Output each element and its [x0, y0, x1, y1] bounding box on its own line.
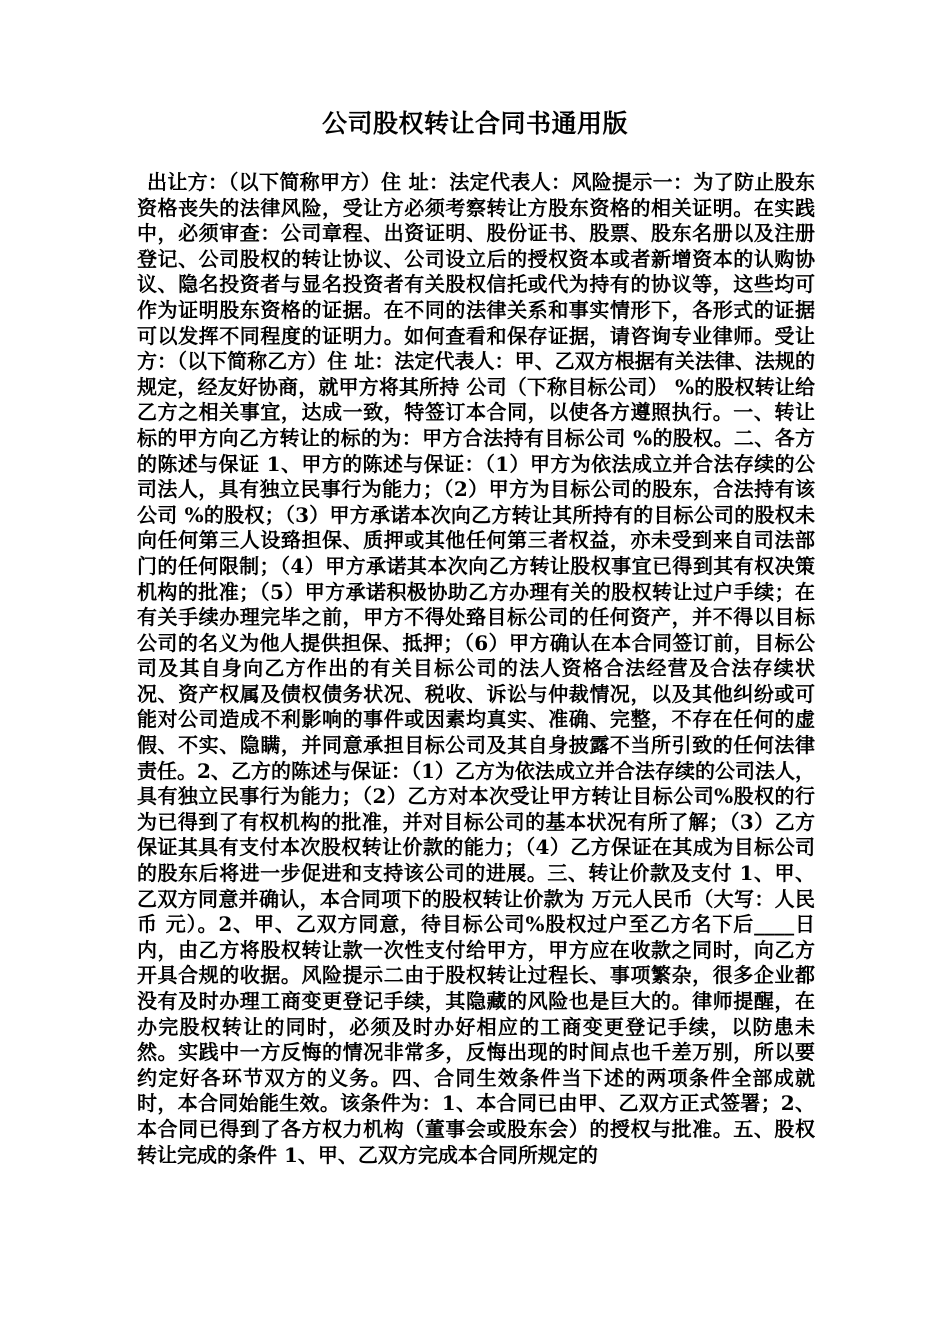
document-body-text: 出让方：（以下简称甲方）住 址：法定代表人：风险提示一：为了防止股东资格丧失的法律风险，受让方必须考察转让方股东资格的相关证明。在实践中，必须审查：公司章程、出资证明、股份证书、股票、股东名册以及注册登记、公司股权的转让协议、公司设立后的授权资本或者新增资本的认购协议、隐名投资者与显名投资者有关股权信托或代为持有的协议等，这些均可作为证明股东资格的证据。在不同的法律关系和事实情形下，各形式的证据可以发挥不同程度的证明力。如何查看和保存证据，请咨询专业律师。受让方：（以下简称乙方）住 址：法定代表人：甲、乙双方根据有关法律、法规的规定，经友好协商，就甲方将其所持 公司（下称目标公司） %的股权转让给乙方之相关事宜，达成一致，特签订本合同，以使各方遵照执行。一、转让标的甲方向乙方转让的标的为：甲方合法持有目标公司 %的股权。二、各方的陈述与保证 1、甲方的陈述与保证：（1）甲方为依法成立并合法存续的公司法人，具有独立民事行为能力；（2）甲方为目标公司的股东，合法持有该公司 %的股权；（3）甲方承诺本次向乙方转让其所持有的目标公司的股权未向任何第三人设臵担保、质押或其他任何第三者权益，亦未受到来自司法部门的任何限制；（4）甲方承诺其本次向乙方转让股权事宜已得到其有权决策机构的批准；（5）甲方承诺积极协助乙方办理有关的股权转让过户手续；在有关手续办理完毕之前，甲方不得处臵目标公司的任何资产，并不得以目标公司的名义为他人提供担保、抵押；（6）甲方确认在本合同签订前，目标公司及其自身向乙方作出的有关目标公司的法人资格合法经营及合法存续状况、资产权属及债权债务状况、税收、诉讼与仲裁情况，以及其他纠纷或可能对公司造成不利影响的事件或因素均真实、准确、完整，不存在任何的虚假、不实、隐瞒，并同意承担目标公司及其自身披露不当所引致的任何法律责任。2、乙方的陈述与保证：（1）乙方为依法成立并合法存续的公司法人，具有独立民事行为能力；（2）乙方对本次受让甲方转让目标公司%股权的行为已得到了有权机构的批准，并对目标公司的基本状况有所了解；（3）乙方保证其具有支付本次股权转让价款的能力；（4）乙方保证在其成为目标公司的股东后将进一步促进和支持该公司的进展。三、转让价款及支付 1、甲、乙双方同意并确认，本合同项下的股权转让价款为 万元人民币（大写：人民币 元）。2、甲、乙双方同意，待目标公司%股权过户至乙方名下后____日内，由乙方将股权转让款一次性支付给甲方，甲方应在收款之同时，向乙方开具合规的收据。风险提示二由于股权转让过程长、事项繁杂，很多企业都没有及时办理工商变更登记手续，其隐藏的风险也是巨大的。律师提醒，在办完股权转让的同时，必须及时办好相应的工商变更登记手续，以防患未然。实践中一方反悔的情况非常多，反悔出现的时间点也千差万别，所以要约定好各环节双方的义务。四、合同生效条件当下述的两项条件全部成就时，本合同始能生效。该条件为：1、本合同已由甲、乙双方正式签署；2、本合同已得到了各方权力机构（董事会或股东会）的授权与批准。五、股权转让完成的条件 1、甲、乙双方完成本合同所规定的 [137, 170, 815, 1167]
document-title: 公司股权转让合同书通用版 [321, 109, 628, 138]
